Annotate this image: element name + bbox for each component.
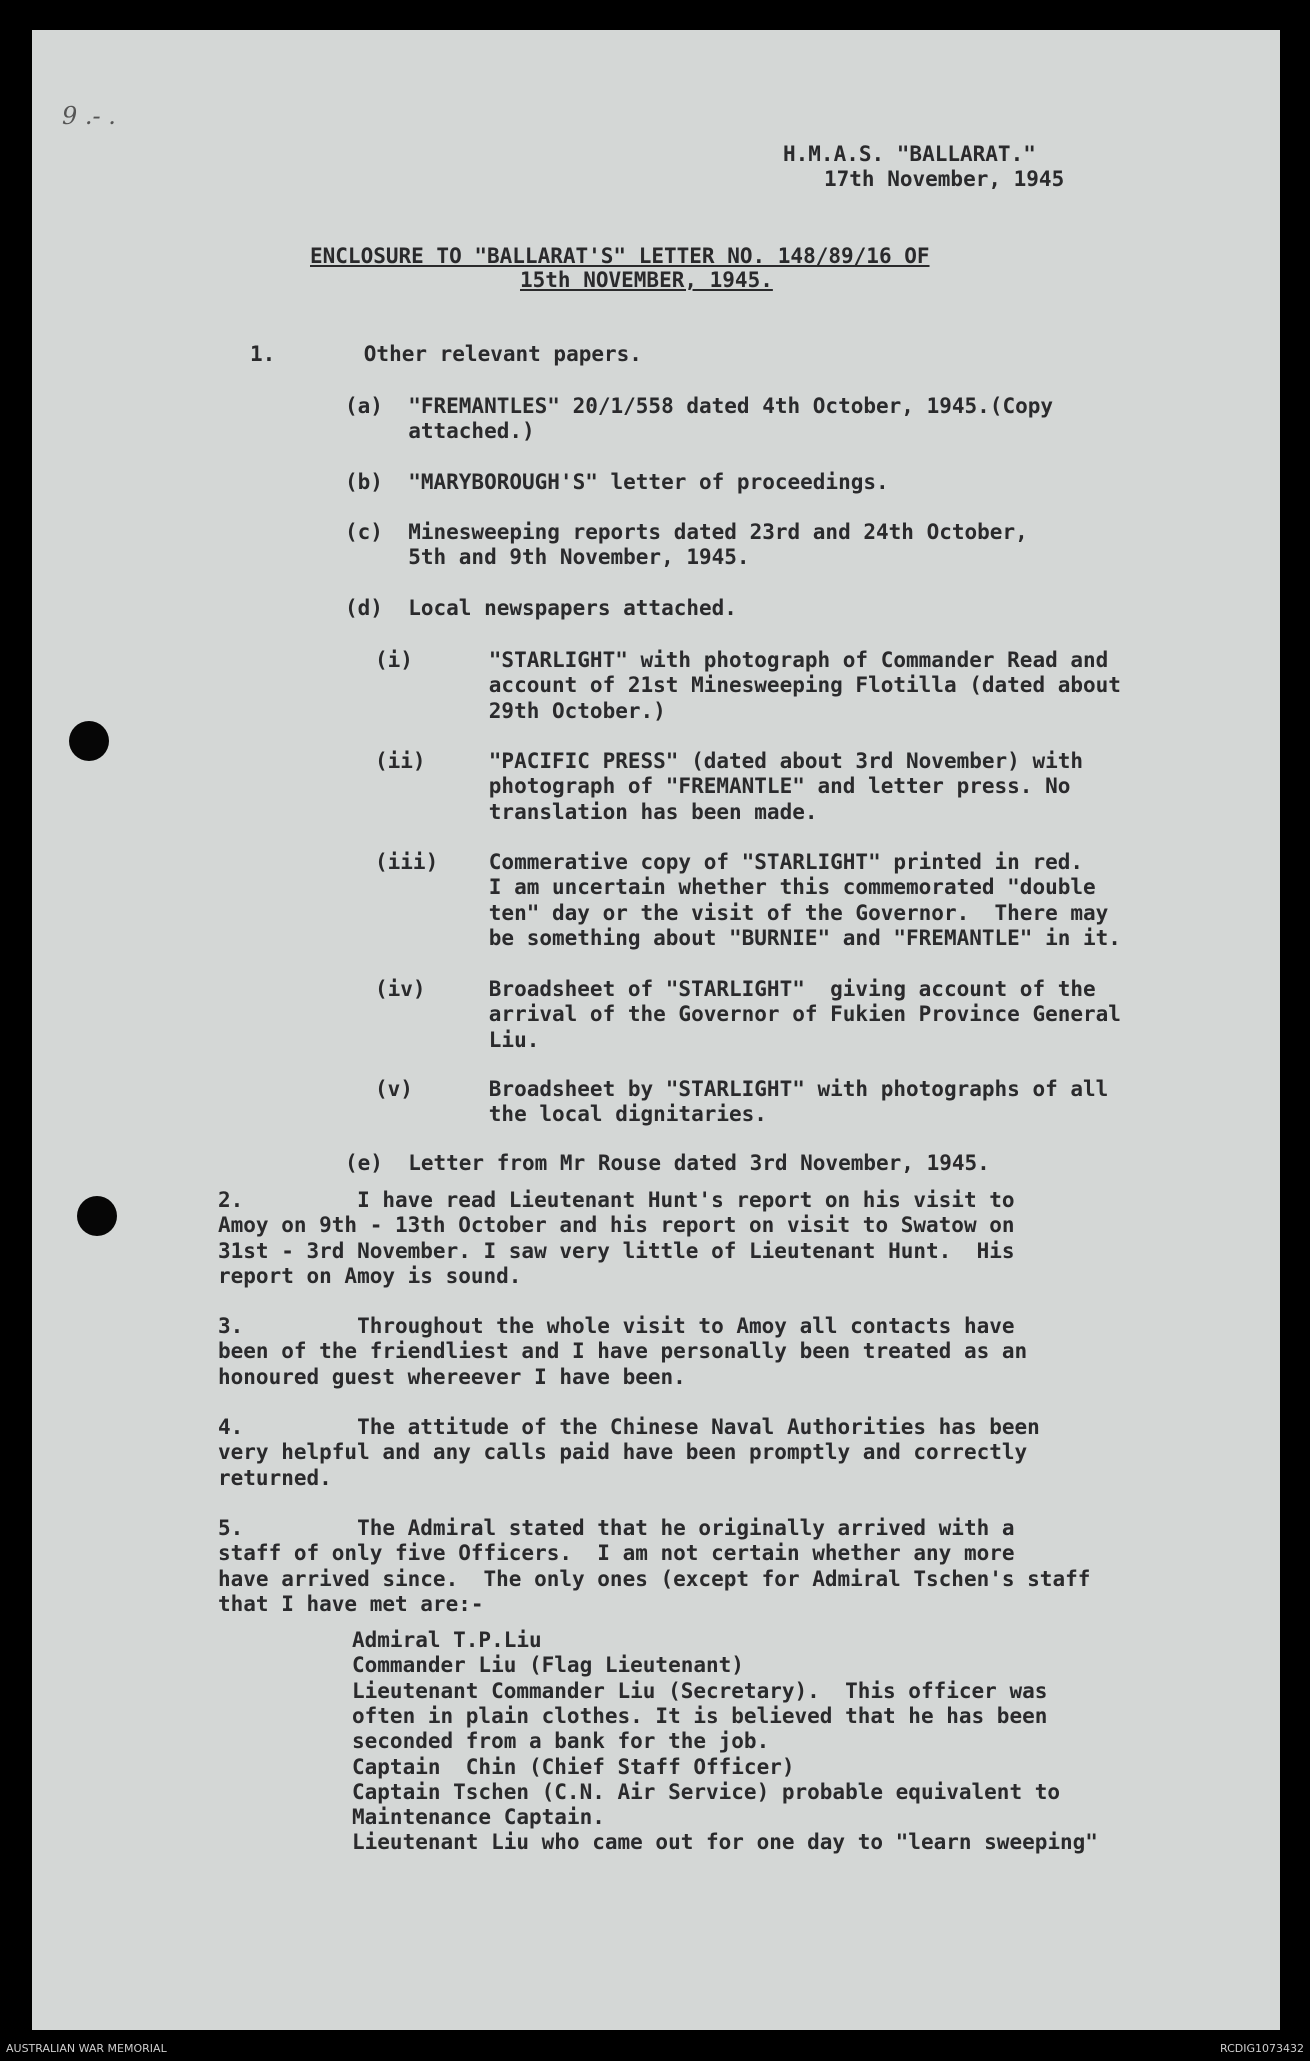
footer-left: AUSTRALIAN WAR MEMORIAL (6, 2042, 167, 2055)
text-line-p2: 31st - 3rd November. I saw very little of Lieutenant Hunt. His (218, 1238, 1015, 1263)
text-line-p3: honoured guest whereever I have been. (218, 1364, 686, 1389)
text-line-p5: staff of only five Officers. I am not certain whether any more (218, 1541, 1015, 1566)
text-line-ii: photograph of "FREMANTLE" and letter press. No (375, 774, 1071, 799)
text-line-iii: (iii) Commerative copy of "STARLIGHT" printed in red. (375, 850, 1084, 874)
text-line-list: Commander Liu (Flag Lieutenant) (352, 1653, 744, 1678)
text-line-p5: 5. The Admiral stated that he originally arrived with a (218, 1516, 1015, 1540)
text-line-ii: translation has been made. (375, 799, 818, 824)
text-line-c: 5th and 9th November, 1945. (345, 545, 750, 570)
text-line-list: Captain Chin (Chief Staff Officer) (352, 1754, 795, 1779)
ship-name: H.M.A.S. "BALLARAT." (783, 142, 1036, 166)
text-line-i: account of 21st Minesweeping Flotilla (dated about (375, 673, 1121, 698)
text-line-a: (a) "FREMANTLES" 20/1/558 dated 4th October, 1945.(Copy (345, 394, 1054, 418)
text-line-i: (i) "STARLIGHT" with photograph of Commander Read and (375, 648, 1109, 672)
text-line-list: often in plain clothes. It is believed that he has been (352, 1703, 1048, 1728)
text-line-d: (d) Local newspapers attached. (345, 596, 737, 620)
text-line-p2: Amoy on 9th - 13th October and his report on visit to Swatow on (218, 1213, 1015, 1238)
text-line-iii: be something about "BURNIE" and "FREMANTLE" in it. (375, 925, 1121, 950)
text-line-p4: very helpful and any calls paid have been promptly and correctly (218, 1440, 1028, 1465)
section-1-heading: 1. Other relevant papers. (250, 342, 642, 366)
text-line-list: Admiral T.P.Liu (352, 1628, 542, 1652)
text-line-p4: returned. (218, 1465, 332, 1490)
text-line-p3: been of the friendliest and I have personally been treated as an (218, 1339, 1028, 1364)
margin-note: 9 .- . (62, 102, 116, 130)
text-line-p2: 2. I have read Lieutenant Hunt's report on his visit to (218, 1188, 1015, 1212)
text-line-p3: 3. Throughout the whole visit to Amoy all contacts have (218, 1314, 1015, 1338)
text-line-list: Lieutenant Commander Liu (Secretary). This officer was (352, 1678, 1048, 1703)
text-line-iv: Liu. (375, 1027, 540, 1052)
text-line-list: Captain Tschen (C.N. Air Service) probable equivalent to (352, 1779, 1061, 1804)
text-line-p5: have arrived since. The only ones (except for Admiral Tschen's staff (218, 1566, 1091, 1591)
text-line-p2: report on Amoy is sound. (218, 1263, 522, 1288)
text-line-c: (c) Minesweeping reports dated 23rd and 24th October, (345, 520, 1028, 544)
text-line-ii: (ii) "PACIFIC PRESS" (dated about 3rd November) with (375, 749, 1084, 773)
text-line-e: (e) Letter from Mr Rouse dated 3rd November, 1945. (345, 1151, 990, 1175)
text-line-iii: I am uncertain whether this commemorated "double (375, 875, 1096, 900)
punch-hole (69, 721, 109, 761)
text-line-list: seconded from a bank for the job. (352, 1729, 770, 1754)
text-line-p5: that I have met are:- (218, 1591, 484, 1616)
text-line-v: the local dignitaries. (375, 1102, 767, 1127)
text-line-list: Lieutenant Liu who came out for one day to "learn sweeping" (352, 1830, 1098, 1855)
text-line-a: attached.) (345, 419, 535, 444)
text-line-i: 29th October.) (375, 698, 666, 723)
text-line-iv: (iv) Broadsheet of "STARLIGHT" giving account of the (375, 977, 1096, 1001)
text-line-list: Maintenance Captain. (352, 1805, 605, 1830)
text-line-v: (v) Broadsheet by "STARLIGHT" with photographs of all (375, 1077, 1109, 1101)
title-line-1: ENCLOSURE TO "BALLARAT'S" LETTER NO. 148/89/16 OF (310, 244, 930, 268)
letter-date: 17th November, 1945 (824, 167, 1065, 191)
text-line-p4: 4. The attitude of the Chinese Naval Authorities has been (218, 1415, 1040, 1439)
text-line-b: (b) "MARYBOROUGH'S" letter of proceedings. (345, 470, 889, 494)
text-line-iv: arrival of the Governor of Fukien Province General (375, 1002, 1121, 1027)
title-line-2: 15th NOVEMBER, 1945. (520, 268, 773, 292)
punch-hole (77, 1196, 117, 1236)
text-line-iii: ten" day or the visit of the Governor. There may (375, 900, 1109, 925)
footer-right: RCDIG1073432 (1219, 2042, 1304, 2055)
